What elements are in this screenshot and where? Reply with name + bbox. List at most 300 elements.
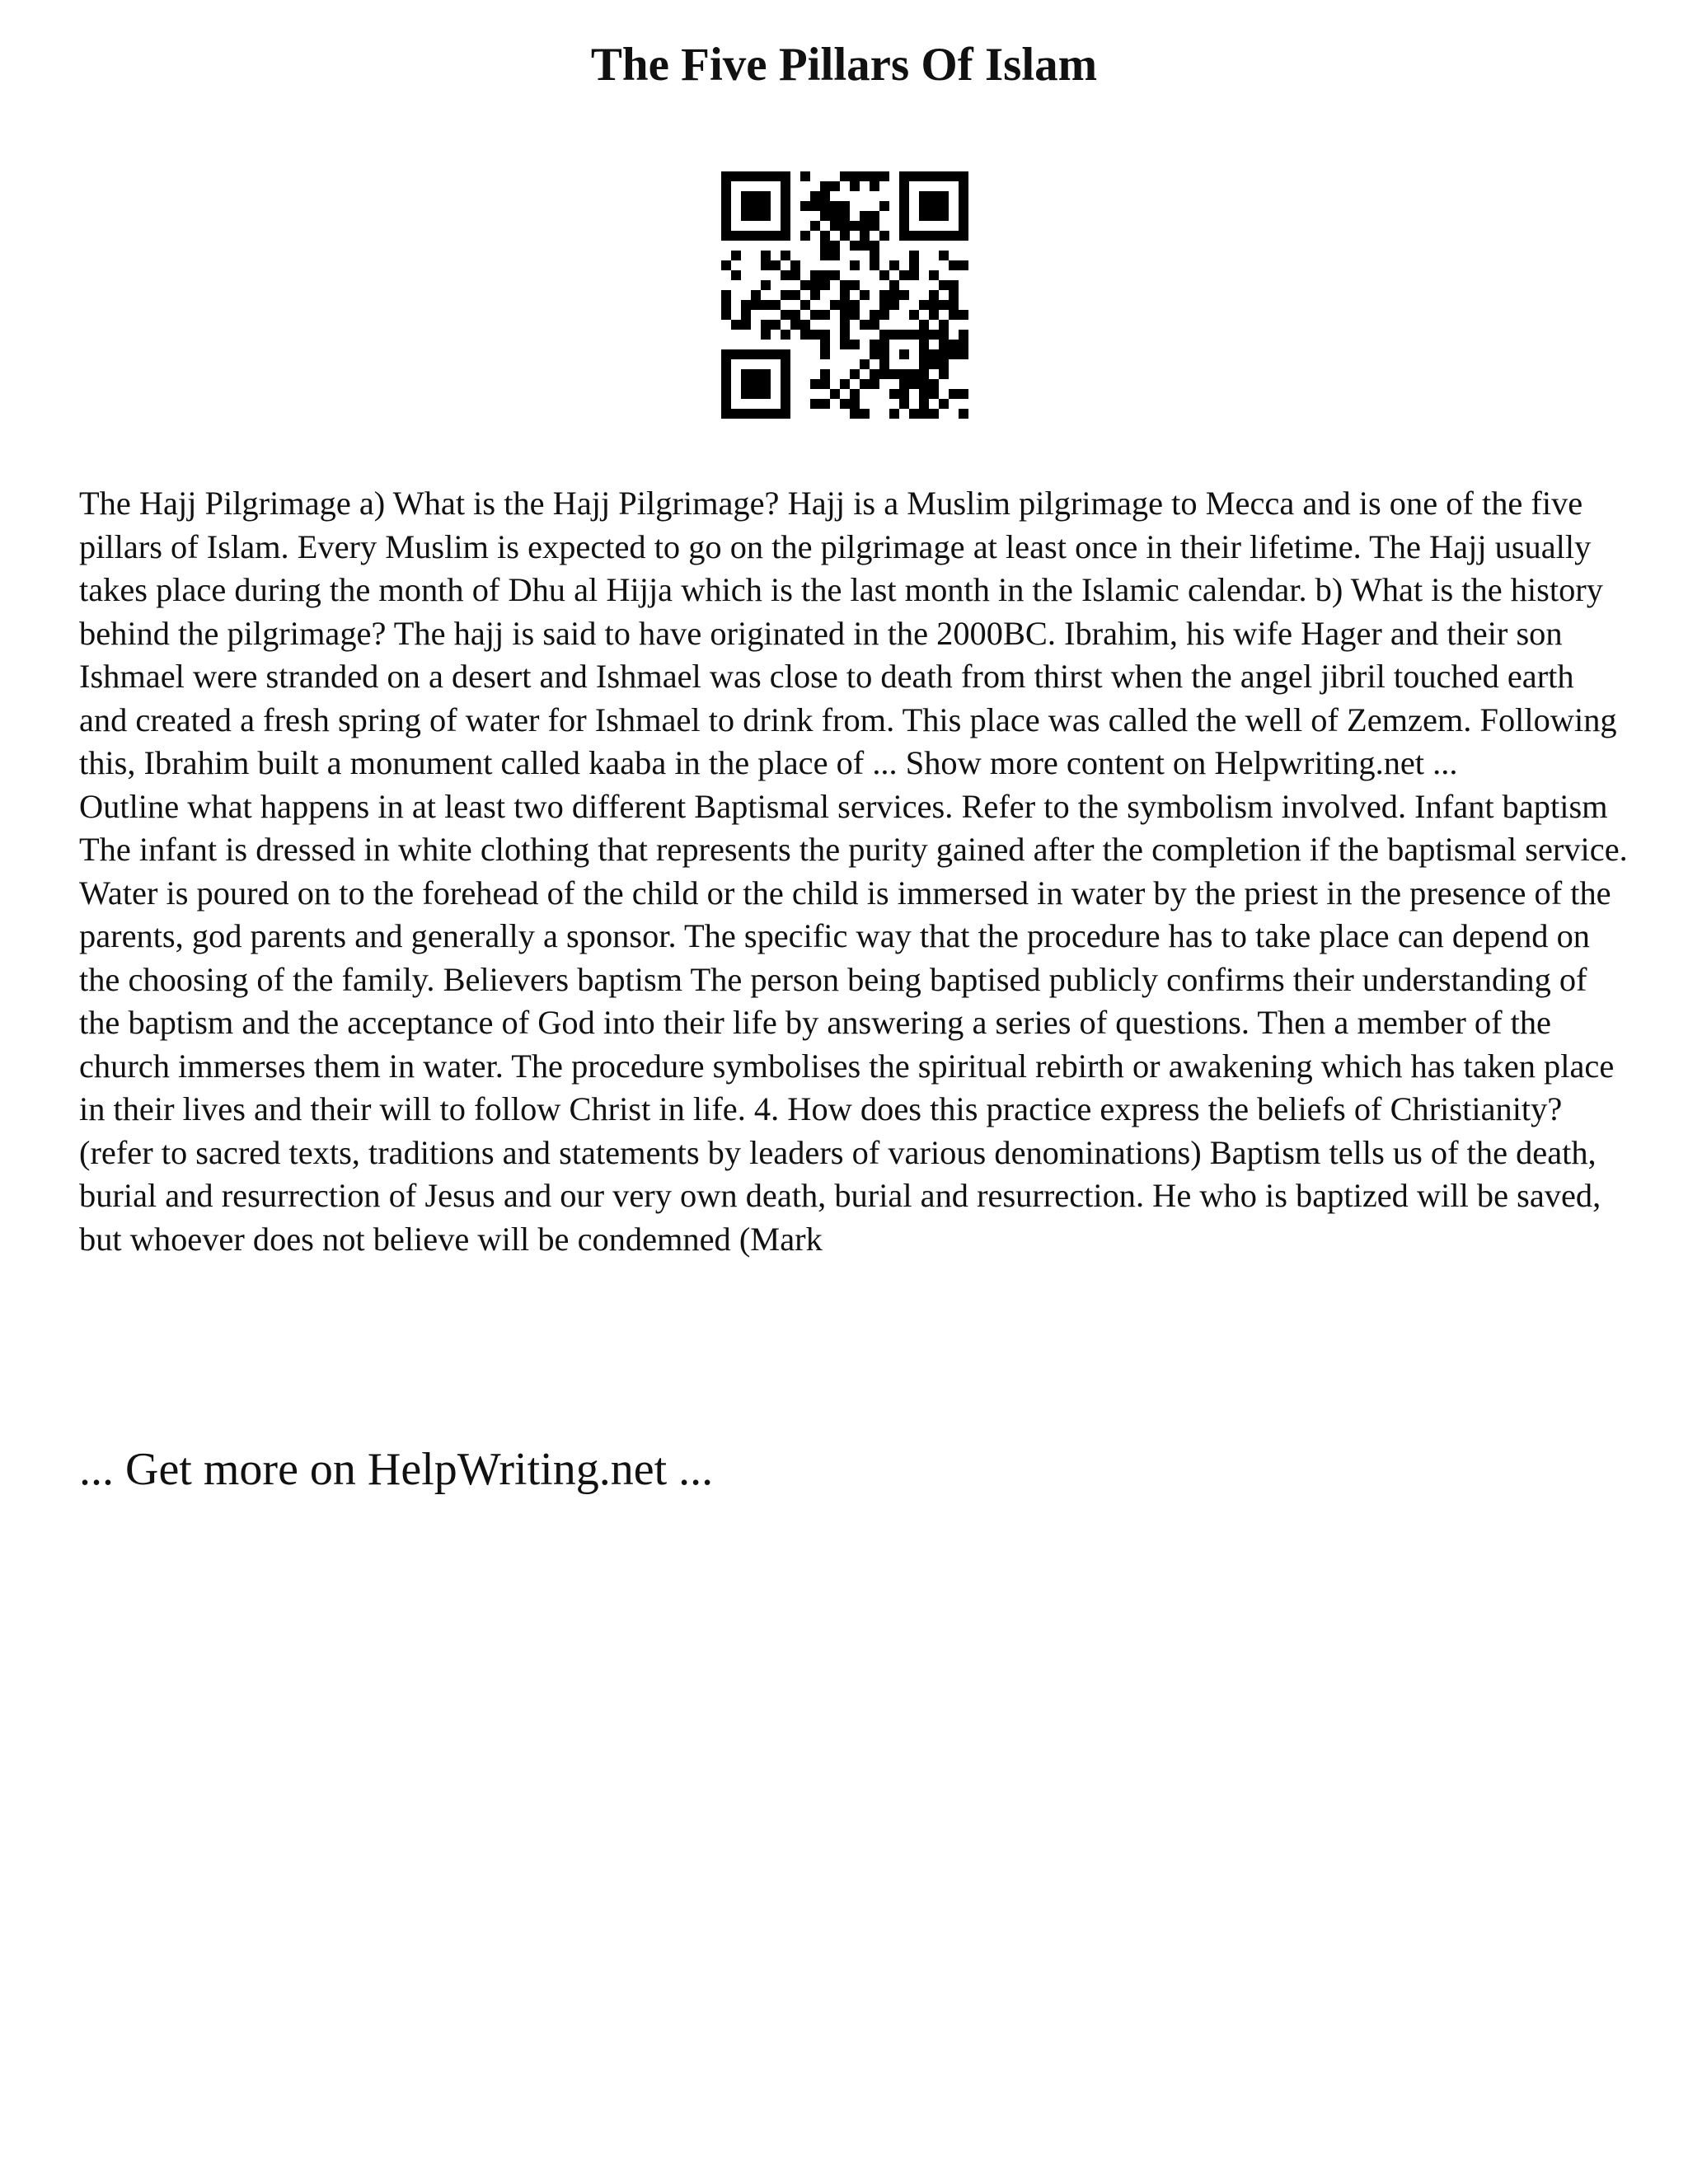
qr-module xyxy=(959,260,968,270)
qr-module xyxy=(889,280,899,290)
qr-module xyxy=(939,399,949,409)
qr-module xyxy=(919,300,929,310)
qr-module xyxy=(959,409,968,419)
qr-module xyxy=(741,201,751,211)
qr-module xyxy=(731,270,741,280)
qr-module xyxy=(751,379,761,389)
qr-module xyxy=(899,201,909,211)
qr-module xyxy=(820,349,830,359)
qr-module xyxy=(721,399,731,409)
qr-module xyxy=(899,270,909,280)
qr-module xyxy=(939,340,949,349)
qr-module xyxy=(820,369,830,379)
qr-module xyxy=(800,201,810,211)
qr-module xyxy=(860,211,870,221)
qr-module xyxy=(929,330,939,340)
qr-module xyxy=(870,241,879,251)
qr-module xyxy=(721,181,731,191)
qr-module xyxy=(840,379,850,389)
qr-module xyxy=(929,270,939,280)
qr-module xyxy=(850,340,860,349)
qr-module xyxy=(870,340,879,349)
qr-module xyxy=(899,330,909,340)
qr-module xyxy=(959,181,968,191)
qr-module xyxy=(840,231,850,241)
qr-module xyxy=(860,290,870,300)
qr-module xyxy=(949,171,959,181)
qr-module xyxy=(790,310,800,320)
qr-module xyxy=(959,340,968,349)
qr-module xyxy=(889,330,899,340)
qr-module xyxy=(741,369,751,379)
qr-module xyxy=(939,369,949,379)
qr-module xyxy=(899,211,909,221)
qr-module xyxy=(781,349,790,359)
qr-module xyxy=(860,320,870,330)
qr-module xyxy=(919,379,929,389)
qr-module xyxy=(840,171,850,181)
qr-module xyxy=(830,251,840,260)
qr-module xyxy=(820,379,830,389)
qr-module xyxy=(889,300,899,310)
qr-module xyxy=(721,359,731,369)
qr-module xyxy=(741,300,751,310)
qr-module xyxy=(959,389,968,399)
qr-module xyxy=(810,330,820,340)
qr-module xyxy=(959,191,968,201)
qr-module xyxy=(741,211,751,221)
qr-module xyxy=(820,310,830,320)
qr-module xyxy=(761,409,771,419)
qr-module xyxy=(761,171,771,181)
qr-module xyxy=(731,409,741,419)
qr-module xyxy=(721,191,731,201)
qr-module xyxy=(850,241,860,251)
qr-module xyxy=(820,340,830,349)
qr-module xyxy=(929,359,939,369)
get-more-link[interactable]: ... Get more on HelpWriting.net ... xyxy=(79,1444,714,1495)
qr-module xyxy=(761,389,771,399)
qr-module xyxy=(909,369,919,379)
qr-module xyxy=(840,330,850,340)
qr-module xyxy=(751,231,761,241)
qr-module xyxy=(761,349,771,359)
qr-module xyxy=(850,181,860,191)
qr-module xyxy=(860,359,870,369)
qr-module xyxy=(761,280,771,290)
qr-module xyxy=(889,409,899,419)
qr-module xyxy=(959,231,968,241)
qr-module xyxy=(761,251,771,260)
qr-module xyxy=(959,310,968,320)
qr-module xyxy=(919,201,929,211)
qr-module xyxy=(721,201,731,211)
qr-module xyxy=(741,231,751,241)
qr-module xyxy=(751,369,761,379)
qr-module xyxy=(919,340,929,349)
qr-module xyxy=(929,290,939,300)
qr-module xyxy=(761,300,771,310)
qr-module xyxy=(949,389,959,399)
qr-module xyxy=(939,280,949,290)
qr-module xyxy=(939,171,949,181)
qr-module xyxy=(830,241,840,251)
qr-module xyxy=(909,251,919,260)
qr-module xyxy=(800,171,810,181)
qr-module xyxy=(870,251,879,260)
qr-module xyxy=(939,211,949,221)
qr-module xyxy=(870,349,879,359)
qr-module xyxy=(840,280,850,290)
qr-module xyxy=(850,409,860,419)
qr-code-image xyxy=(721,171,968,419)
qr-module xyxy=(761,260,771,270)
qr-module xyxy=(721,389,731,399)
qr-module xyxy=(860,241,870,251)
qr-module xyxy=(919,211,929,221)
qr-module xyxy=(751,211,761,221)
qr-module xyxy=(870,379,879,389)
qr-module xyxy=(919,191,929,201)
qr-module xyxy=(860,221,870,231)
qr-module xyxy=(721,369,731,379)
qr-module xyxy=(741,171,751,181)
qr-module xyxy=(899,231,909,241)
qr-module xyxy=(741,320,751,330)
qr-module xyxy=(721,409,731,419)
qr-module xyxy=(721,310,731,320)
qr-module xyxy=(781,330,790,340)
qr-module xyxy=(820,251,830,260)
qr-module xyxy=(889,260,899,270)
qr-module xyxy=(840,221,850,231)
qr-module xyxy=(850,389,860,399)
qr-module xyxy=(919,389,929,399)
qr-module xyxy=(949,310,959,320)
qr-module xyxy=(741,191,751,201)
body-paragraph: The Hajj Pilgrimage a) What is the Hajj Pilgrimage? Hajj is a Muslim pilgrimage to Mecca and is one of the five pillars of Islam. Every Muslim is expected to go on the pilgrimage at least once in their lifetime. The Hajj usually takes place during the month of Dhu al Hijja which is the last month in the Islamic calendar. b) What is the history behind the pilgrimage? The hajj is said to have originated in the 2000BC. Ibrahim, his wife Hager and their son Ishmael were stranded on a desert and Ishmael was close to death from thirst when the angel jibril touched earth and created a fresh spring of water for Ishmael to drink from. This place was called the well of Zemzem. Following this, Ibrahim built a monument called kaaba in the place of ... Show more content on Helpwriting.net ... xyxy=(79,485,1617,781)
qr-module xyxy=(929,349,939,359)
qr-module xyxy=(810,191,820,201)
qr-module xyxy=(771,171,781,181)
qr-module xyxy=(929,171,939,181)
qr-module xyxy=(850,369,860,379)
qr-module xyxy=(721,379,731,389)
qr-module xyxy=(870,320,879,330)
qr-module xyxy=(879,340,889,349)
qr-module xyxy=(909,379,919,389)
qr-module xyxy=(731,251,741,260)
qr-module xyxy=(879,270,889,280)
qr-module xyxy=(909,409,919,419)
qr-module xyxy=(840,310,850,320)
qr-code-graphic xyxy=(721,171,968,419)
qr-module xyxy=(751,201,761,211)
qr-module xyxy=(860,379,870,389)
qr-module xyxy=(959,201,968,211)
qr-module xyxy=(781,171,790,181)
qr-module xyxy=(939,359,949,369)
qr-module xyxy=(751,300,761,310)
qr-module xyxy=(939,201,949,211)
qr-module xyxy=(751,389,761,399)
qr-module xyxy=(889,369,899,379)
qr-module xyxy=(741,409,751,419)
qr-module xyxy=(949,260,959,270)
qr-module xyxy=(909,270,919,280)
qr-module xyxy=(840,399,850,409)
qr-module xyxy=(929,379,939,389)
qr-module xyxy=(929,300,939,310)
qr-module xyxy=(741,310,751,320)
qr-module xyxy=(959,171,968,181)
qr-module xyxy=(959,221,968,231)
qr-module xyxy=(800,300,810,310)
qr-module xyxy=(741,349,751,359)
qr-module xyxy=(820,201,830,211)
qr-module xyxy=(879,359,889,369)
qr-module xyxy=(879,330,889,340)
qr-module xyxy=(899,221,909,231)
qr-module xyxy=(741,379,751,389)
qr-module xyxy=(840,290,850,300)
qr-module xyxy=(751,409,761,419)
qr-module xyxy=(959,330,968,340)
qr-module xyxy=(939,320,949,330)
qr-module xyxy=(919,409,929,419)
qr-module xyxy=(721,221,731,231)
qr-module xyxy=(879,201,889,211)
qr-module xyxy=(810,270,820,280)
qr-module xyxy=(919,349,929,359)
qr-module xyxy=(751,171,761,181)
qr-module xyxy=(731,231,741,241)
qr-module xyxy=(899,399,909,409)
qr-module xyxy=(879,171,889,181)
qr-module xyxy=(781,369,790,379)
qr-module xyxy=(949,280,959,290)
qr-module xyxy=(939,349,949,359)
qr-module xyxy=(939,231,949,241)
qr-module xyxy=(721,290,731,300)
qr-module xyxy=(761,379,771,389)
qr-module xyxy=(781,191,790,201)
qr-module xyxy=(721,260,731,270)
qr-module xyxy=(781,399,790,409)
qr-module xyxy=(830,181,840,191)
qr-module xyxy=(840,201,850,211)
qr-module xyxy=(860,409,870,419)
qr-module xyxy=(929,211,939,221)
qr-module xyxy=(761,369,771,379)
qr-module xyxy=(810,310,820,320)
qr-module xyxy=(781,211,790,221)
qr-module xyxy=(810,379,820,389)
qr-module xyxy=(879,310,889,320)
qr-module xyxy=(850,399,860,409)
qr-module xyxy=(840,320,850,330)
qr-module xyxy=(771,231,781,241)
qr-module xyxy=(800,280,810,290)
qr-module xyxy=(879,290,889,300)
qr-module xyxy=(959,211,968,221)
qr-module xyxy=(840,211,850,221)
qr-module xyxy=(771,260,781,270)
qr-module xyxy=(929,409,939,419)
qr-module xyxy=(850,260,860,270)
qr-module xyxy=(810,221,820,231)
qr-module xyxy=(781,290,790,300)
qr-module xyxy=(790,260,800,270)
qr-module xyxy=(820,191,830,201)
qr-module xyxy=(929,389,939,399)
qr-module xyxy=(781,379,790,389)
page-title: The Five Pillars Of Islam xyxy=(590,39,1098,91)
qr-module xyxy=(781,251,790,260)
qr-module xyxy=(939,300,949,310)
qr-module xyxy=(870,369,879,379)
qr-module xyxy=(949,349,959,359)
qr-module xyxy=(781,409,790,419)
qr-module xyxy=(899,191,909,201)
qr-module xyxy=(879,349,889,359)
qr-module xyxy=(840,300,850,310)
qr-module xyxy=(909,310,919,320)
qr-module xyxy=(771,409,781,419)
qr-module xyxy=(870,171,879,181)
qr-module xyxy=(879,300,889,310)
qr-module xyxy=(870,260,879,270)
qr-module xyxy=(919,231,929,241)
qr-module xyxy=(850,171,860,181)
qr-module xyxy=(899,171,909,181)
qr-module xyxy=(781,221,790,231)
qr-module xyxy=(919,399,929,409)
qr-module xyxy=(810,290,820,300)
qr-module xyxy=(830,201,840,211)
qr-module xyxy=(721,231,731,241)
qr-module xyxy=(820,399,830,409)
qr-module xyxy=(909,171,919,181)
qr-module xyxy=(830,300,840,310)
qr-module xyxy=(820,211,830,221)
qr-module xyxy=(860,231,870,241)
qr-module xyxy=(939,330,949,340)
qr-module xyxy=(781,231,790,241)
qr-module xyxy=(899,379,909,389)
qr-module xyxy=(949,300,959,310)
qr-module xyxy=(909,231,919,241)
qr-module xyxy=(830,221,840,231)
qr-module xyxy=(899,389,909,399)
qr-module xyxy=(820,181,830,191)
qr-module xyxy=(761,231,771,241)
qr-module xyxy=(959,349,968,359)
qr-module xyxy=(721,300,731,310)
qr-module xyxy=(899,349,909,359)
qr-module xyxy=(929,310,939,320)
qr-module xyxy=(810,399,820,409)
qr-module xyxy=(721,211,731,221)
qr-module xyxy=(761,320,771,330)
qr-module xyxy=(781,181,790,191)
qr-module xyxy=(781,270,790,280)
qr-module xyxy=(761,191,771,201)
article-body xyxy=(79,482,1629,1261)
qr-module xyxy=(790,270,800,280)
qr-module xyxy=(840,340,850,349)
qr-module xyxy=(721,171,731,181)
qr-module xyxy=(919,369,929,379)
qr-module xyxy=(781,359,790,369)
qr-module xyxy=(919,330,929,340)
qr-module xyxy=(800,231,810,241)
qr-module xyxy=(929,231,939,241)
qr-module xyxy=(949,290,959,300)
qr-module xyxy=(771,300,781,310)
qr-module xyxy=(820,231,830,241)
qr-module xyxy=(870,181,879,191)
qr-module xyxy=(771,320,781,330)
qr-module xyxy=(761,211,771,221)
qr-module xyxy=(741,389,751,399)
qr-module xyxy=(929,191,939,201)
qr-module xyxy=(771,349,781,359)
qr-module xyxy=(761,330,771,340)
qr-module xyxy=(810,201,820,211)
qr-module xyxy=(830,270,840,280)
qr-module xyxy=(751,290,761,300)
qr-module xyxy=(761,201,771,211)
qr-module xyxy=(820,330,830,340)
qr-module xyxy=(909,330,919,340)
qr-module xyxy=(810,280,820,290)
qr-module xyxy=(790,320,800,330)
qr-module xyxy=(781,201,790,211)
qr-module xyxy=(929,201,939,211)
qr-module xyxy=(800,320,810,330)
qr-module xyxy=(899,369,909,379)
qr-module xyxy=(949,340,959,349)
qr-module xyxy=(731,171,741,181)
qr-module xyxy=(919,171,929,181)
qr-module xyxy=(939,191,949,201)
qr-module xyxy=(870,211,879,221)
qr-module xyxy=(781,310,790,320)
qr-module xyxy=(879,231,889,241)
qr-module xyxy=(870,310,879,320)
qr-module xyxy=(731,320,741,330)
qr-module xyxy=(860,171,870,181)
qr-module xyxy=(919,320,929,330)
qr-module xyxy=(919,359,929,369)
qr-module xyxy=(889,290,899,300)
qr-module xyxy=(781,389,790,399)
qr-module xyxy=(751,349,761,359)
qr-module xyxy=(879,369,889,379)
qr-module xyxy=(899,181,909,191)
qr-module xyxy=(939,251,949,260)
qr-module xyxy=(731,349,741,359)
qr-module xyxy=(899,290,909,300)
qr-module xyxy=(889,389,899,399)
qr-module xyxy=(850,221,860,231)
qr-module xyxy=(800,330,810,340)
qr-module xyxy=(751,191,761,201)
qr-module xyxy=(850,310,860,320)
body-paragraph: Outline what happens in at least two different Baptismal services. Refer to the symbolism involved. Infant baptism The infant is dressed in white clothing that represents the purity gained after the completion if the baptismal service. Water is poured on to the forehead of the child or the child is immersed in water by the priest in the presence of the parents, god parents and generally a sponsor. The specific way that the procedure has to take place can depend on the choosing of the family. Believers baptism The person being baptised publicly confirms their understanding of the baptism and the acceptance of God into their life by answering a series of questions. Then a member of the church immerses them in water. The procedure symbolises the spiritual rebirth or awakening which has taken place in their lives and their will to follow Christ in life. 4. How does this practice express the beliefs of Christianity? (refer to sacred texts, traditions and statements by leaders of various denominations) Baptism tells us of the death, burial and resurrection of Jesus and our very own death, burial and resurrection. He who is baptized will be saved, but whoever does not believe will be condemned (Mark xyxy=(79,787,1628,1258)
qr-module xyxy=(790,290,800,300)
